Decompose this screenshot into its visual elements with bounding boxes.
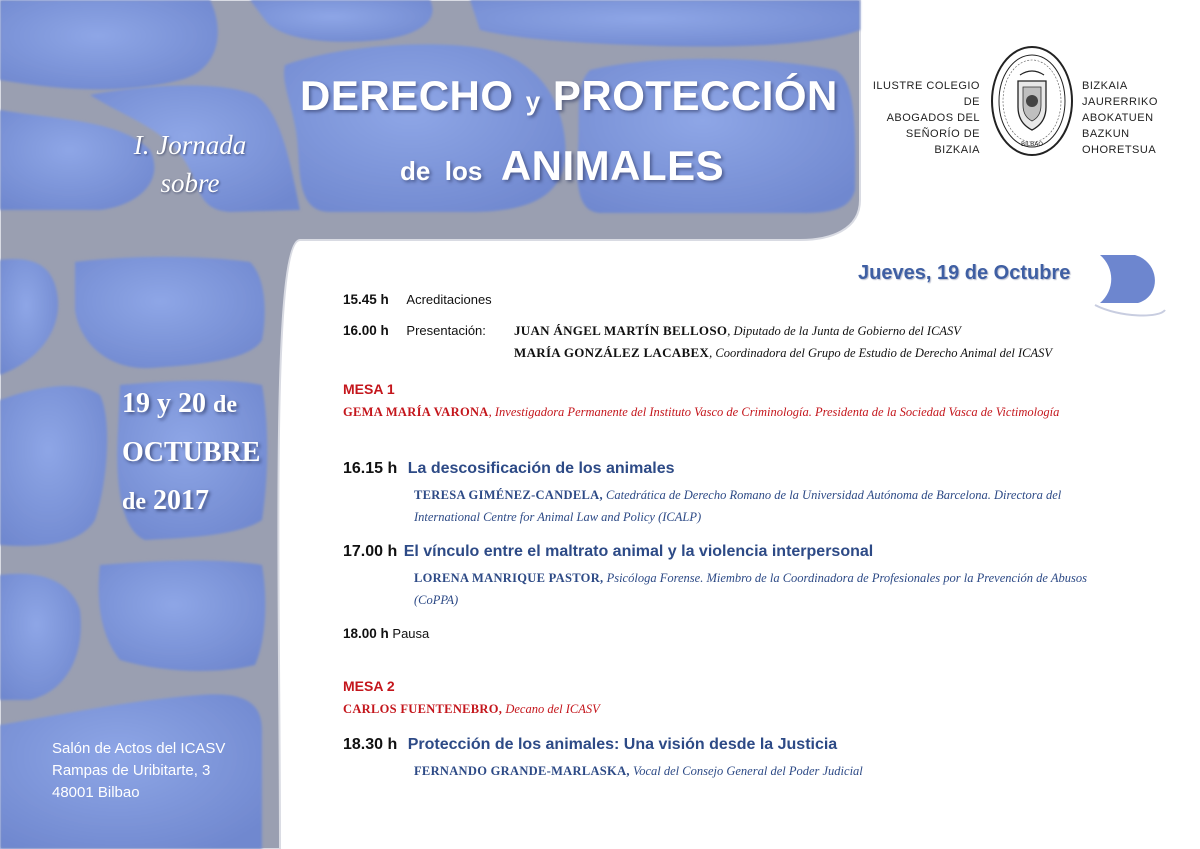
mesa2-name: CARLOS FUENTENEBRO, [343,702,503,716]
dates-de: de [213,392,237,418]
talk3-time: 18.30 h [343,736,398,753]
title-word-de-los: de los [400,156,483,186]
day-heading: Jueves, 19 de Octubre [858,262,1071,284]
presentacion-time: 16.00 h [343,323,389,338]
logo-right-line3: OHORETSUA [1082,144,1157,156]
presentacion-speaker1-name: JUAN ÁNGEL MARTÍN BELLOSO [514,323,728,338]
program-presentacion [343,323,486,338]
logo-text-spanish [868,78,980,158]
talk2-time: 17.00 h [343,543,398,560]
college-seal-icon [990,45,1074,157]
dates-days: 19 y 20 [122,388,206,419]
dates-line3 [122,477,260,526]
mesa1-role: , Investigadora Permanente del Instituto Vasco de Criminología. Presidenta de la Sociedad Vasca de Victimología [488,405,1060,419]
dates-de2: de [122,489,146,515]
talk2-speaker [414,567,1114,611]
talk2-speaker-role: Psicóloga Forense. Miembro de la Coordinadora de Profesionales por la Prevención de Abusos (CoPPA) [414,571,1087,607]
venue-address [52,738,225,804]
talk3-heading [343,736,837,754]
talk1-speaker [414,484,1114,528]
talk3-title: Protección de los animales: Una visión desde la Justicia [407,736,838,753]
venue-line2: Rampas de Uribitarte, 3 [52,762,211,779]
mesa1-moderator [343,401,1113,423]
presentacion-speaker2-name: MARÍA GONZÁLEZ LACABEX [514,345,710,360]
event-title-line1 [300,72,838,120]
mesa2-role: Decano del ICASV [502,702,600,716]
title-word-derecho: DERECHO [300,72,514,119]
talk3-speaker [414,760,1114,782]
presentacion-speaker-2 [514,345,1052,361]
mesa2-label: MESA 2 [343,678,395,694]
pausa-label: Pausa [392,626,430,641]
talk1-time: 16.15 h [343,460,398,477]
talk2-heading [343,543,873,561]
acred-label: Acreditaciones [406,292,492,307]
dates-line1 [122,380,260,429]
title-word-animales: ANIMALES [500,142,725,189]
mesa1-name: GEMA MARÍA VARONA [343,405,489,419]
presentacion-speaker-1 [514,323,961,339]
seal-text: BILBAO [1020,141,1044,148]
talk1-heading [343,460,675,478]
presentacion-label: Presentación: [406,323,486,338]
mesa2-moderator [343,698,1113,720]
event-title-line2 [400,142,724,190]
program-pausa [343,626,429,641]
dates-year: 2017 [153,485,209,516]
pausa-time: 18.00 h [343,626,389,641]
jornada-line1: I. Jornada [133,130,247,160]
logo-right-line1: BIZKAIA JAURERRIKO [1082,80,1158,108]
talk2-speaker-name: LORENA MANRIQUE PASTOR, [414,571,604,585]
event-dates [122,380,260,526]
presentacion-speaker1-role: , Diputado de la Junta de Gobierno del ICASV [727,324,961,338]
venue-line3: 48001 Bilbao [52,784,140,801]
talk3-speaker-role: Vocal del Consejo General del Poder Judicial [629,764,863,778]
logo-right-line2: ABOKATUEN BAZKUN [1082,112,1154,140]
acred-time: 15.45 h [343,292,389,307]
logo-text-basque [1082,78,1192,158]
presentacion-speaker2-role: , Coordinadora del Grupo de Estudio de Derecho Animal del ICASV [709,346,1053,360]
logo-left-line3: SEÑORÍO DE BIZKAIA [905,128,980,156]
program-acreditaciones [343,292,492,307]
title-word-y: y [525,86,541,116]
talk1-speaker-role: Catedrática de Derecho Romano de la Universidad Autónoma de Barcelona. Directora del International Centre for Animal Law and Policy (ICALP) [414,488,1062,524]
talk1-title: La descosificación de los animales [407,460,675,477]
dates-line2: OCTUBRE [122,437,261,468]
title-word-proteccion: PROTECCIÓN [552,72,838,119]
talk3-speaker-name: FERNANDO GRANDE-MARLASKA, [414,764,630,778]
venue-line1: Salón de Actos del ICASV [52,740,226,757]
mesa1-label: MESA 1 [343,381,395,397]
jornada-label [110,126,270,202]
logo-left-line2: ABOGADOS DEL [886,112,980,124]
jornada-line2: sobre [160,168,220,198]
logo-left-line1: ILUSTRE COLEGIO DE [872,80,980,108]
talk1-speaker-name: TERESA GIMÉNEZ-CANDELA, [414,488,603,502]
talk2-title: El vínculo entre el maltrato animal y la violencia interpersonal [403,543,874,560]
